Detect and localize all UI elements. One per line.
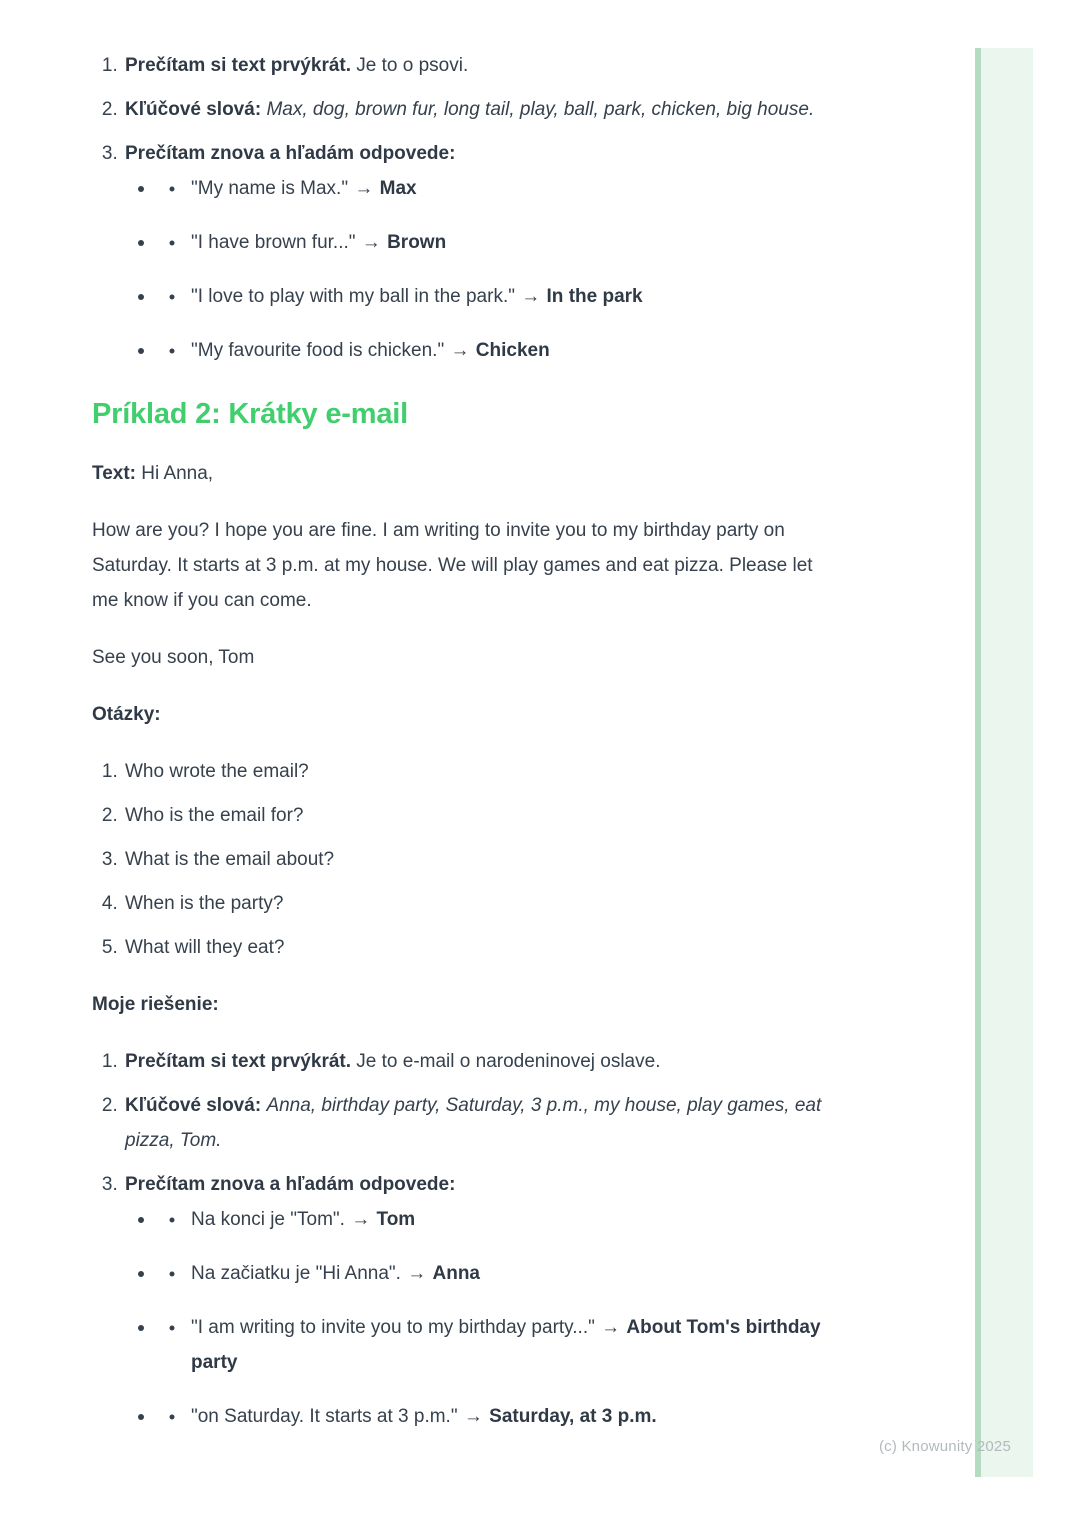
finding-answer: Brown: [387, 232, 447, 253]
step-item: [123, 92, 840, 127]
finding-quote: "I have brown fur...": [191, 232, 356, 253]
arrow-icon: →: [354, 178, 374, 199]
finding-item: [125, 1310, 840, 1380]
bullet-icon: [138, 1217, 144, 1223]
greeting-text: Hi Anna,: [141, 463, 214, 484]
arrow-icon: →: [351, 1209, 371, 1230]
step-item: [123, 1167, 840, 1434]
finding-item: [125, 225, 840, 260]
right-accent-strip: [975, 48, 1033, 1477]
question-item: 5. What will they eat?: [123, 930, 840, 965]
step-lead: Kľúčové slová:: [125, 1095, 262, 1116]
copyright-notice: (c) Knowunity 2025: [878, 1438, 1011, 1455]
arrow-icon: →: [407, 1263, 427, 1284]
step-lead: Prečítam si text prvýkrát.: [125, 55, 352, 76]
question-item: 3. What is the email about?: [123, 842, 840, 877]
question-item: 1. Who wrote the email?: [123, 754, 840, 789]
questions-label-line: [92, 697, 840, 732]
step-item: [123, 136, 840, 368]
questions-label: Otázky:: [92, 704, 161, 725]
arrow-icon: →: [601, 1317, 621, 1338]
bullet-icon: [138, 1414, 144, 1420]
bullet-icon: [138, 186, 144, 192]
finding-quote: Na začiatku je "Hi Anna".: [191, 1263, 401, 1284]
finding-quote: "I am writing to invite you to my birthday party...": [191, 1317, 595, 1338]
arrow-icon: →: [463, 1406, 483, 1427]
example2-findings-list: [125, 1202, 840, 1434]
finding-quote: "I love to play with my ball in the park.": [191, 286, 515, 307]
finding-answer: About Tom's birthday party: [191, 1317, 821, 1373]
example1-solution-steps: [92, 48, 840, 368]
example2-solution-steps: [92, 1044, 840, 1434]
finding-item: [125, 333, 840, 368]
finding-answer: Tom: [376, 1209, 416, 1230]
step-lead: Prečítam znova a hľadám odpovede:: [125, 143, 456, 164]
bullet-icon: [138, 240, 144, 246]
page-content: [92, 0, 840, 1456]
step-text: Je to o psovi.: [356, 55, 469, 76]
question-item: 4. When is the party?: [123, 886, 840, 921]
step-item: [123, 1044, 840, 1079]
solution-label-line: [92, 987, 840, 1022]
keywords-text: Max, dog, brown fur, long tail, play, ball, park, chicken, big house.: [266, 99, 815, 120]
arrow-icon: →: [361, 232, 381, 253]
step-lead: Prečítam si text prvýkrát.: [125, 1051, 352, 1072]
finding-answer: Anna: [432, 1263, 480, 1284]
finding-item: [125, 279, 840, 314]
example1-findings-list: [125, 171, 840, 368]
email-closing: See you soon, Tom: [92, 647, 255, 668]
bullet-icon: [138, 294, 144, 300]
question-item: 2. Who is the email for?: [123, 798, 840, 833]
finding-quote: "My favourite food is chicken.": [191, 340, 445, 361]
email-greeting-line: [92, 456, 840, 491]
step-lead: Kľúčové slová:: [125, 99, 262, 120]
bullet-icon: [138, 348, 144, 354]
finding-answer: In the park: [546, 286, 643, 307]
bullet-icon: [138, 1325, 144, 1331]
section-heading: Príklad 2: Krátky e-mail: [92, 398, 408, 430]
arrow-icon: →: [521, 286, 541, 307]
finding-quote: "My name is Max.": [191, 178, 349, 199]
finding-quote: "on Saturday. It starts at 3 p.m.": [191, 1406, 458, 1427]
step-lead: Prečítam znova a hľadám odpovede:: [125, 1174, 456, 1195]
questions-list: [92, 754, 840, 965]
text-label: Text:: [92, 463, 136, 484]
bullet-icon: [138, 1271, 144, 1277]
solution-label: Moje riešenie:: [92, 994, 219, 1015]
finding-item: [125, 1399, 840, 1434]
keywords-text: Anna, birthday party, Saturday, 3 p.m., my house, play games, eat pizza, Tom.: [125, 1095, 822, 1151]
finding-item: [125, 1202, 840, 1237]
finding-answer: Max: [379, 178, 417, 199]
step-item: [123, 1088, 840, 1158]
email-body: How are you? I hope you are fine. I am writing to invite you to my birthday party on Saturday. It starts at 3 p.m. at my house. We will play games and eat pizza. Please let me know if you can come.: [92, 520, 813, 611]
arrow-icon: →: [450, 340, 470, 361]
finding-answer: Saturday, at 3 p.m.: [489, 1406, 657, 1427]
step-item: [123, 48, 840, 83]
finding-item: [125, 171, 840, 206]
finding-answer: Chicken: [475, 340, 550, 361]
finding-item: [125, 1256, 840, 1291]
step-text: Je to e-mail o narodeninovej oslave.: [356, 1051, 661, 1072]
finding-quote: Na konci je "Tom".: [191, 1209, 345, 1230]
